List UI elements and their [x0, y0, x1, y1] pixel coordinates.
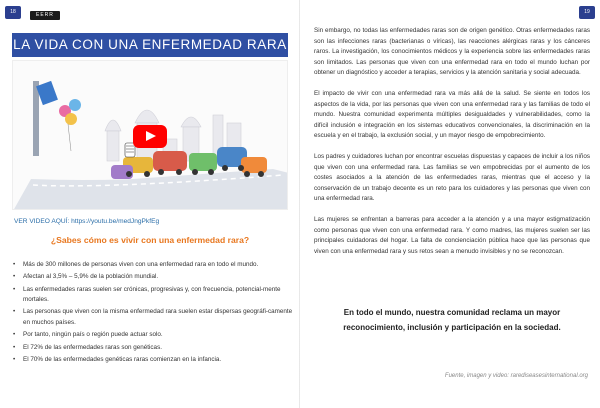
video-thumbnail[interactable] — [12, 60, 288, 210]
list-item: • El 70% de las enfermedades genéticas raras comienzan en la infancia. — [12, 355, 294, 366]
paragraph: El impacto de vivir con una enfermedad rara va más allá de la salud. Se siente en todos los aspectos de la vida, por las personas que viven con una enfermedad rara y las familias de todo el mundo. Nuestra comunidad experimenta múltiples desigualdades y vulnerabilidades, como la difícil inclusión e integración en los sistemas educativos convencionales, la discriminación en la escuela y en el trabajo, la exclusión social, y un mayor riesgo de empobrecimiento. — [314, 90, 590, 139]
list-item: • Las enfermedades raras suelen ser crónicas, progresivas y, con frecuencia, potencial-mente mortales. — [12, 285, 294, 306]
video-link[interactable]: VER VIDEO AQUÍ: https://youtu.be/medJngPkfEg — [14, 218, 160, 225]
body-text — [314, 26, 590, 268]
page-number-right: 19 — [579, 6, 595, 19]
list-item: • Las personas que viven con la misma enfermedad rara suelen estar dispersas geográfi-camente en muchos países. — [12, 307, 294, 328]
section-question: ¿Sabes cómo es vivir con una enfermedad rara? — [50, 235, 250, 245]
eerr-logo: EERR — [30, 11, 60, 20]
page-title-banner: LA VIDA CON UNA ENFERMEDAD RARA — [12, 33, 288, 57]
list-item: • Más de 300 millones de personas viven con una enfermedad rara en todo el mundo. — [12, 260, 294, 271]
paragraph: Las mujeres se enfrentan a barreras para acceder a la atención y a una mayor estigmatización como personas que viven con una enfermedad rara. Y como madres, las mujeres suelen ser las principales cuidadoras del hogar. La falta de concienciación pública hace que las personas que viven con una enfermedad rara y sus retos sean a menudo invisibles y no se reconozcan. — [314, 216, 590, 255]
page-number-left: 18 — [5, 6, 21, 19]
paragraph: Sin embargo, no todas las enfermedades raras son de origen genético. Otras enfermedades raras son las infecciones raras (bacterianas o víricas), las reacciones alérgicas raras y los cánceres raros. La investigación, los conocimientos médicos y la experiencia sobre las enfermedades raras son limitados. Las personas que viven con una enfermedad rara en todo el mundo luchan por obtener un diagnóstico y acceder a terapias, servicios y la atención sanitaria y social adecuada. — [314, 27, 590, 76]
list-item: • Por tanto, ningún país o región puede actuar solo. — [12, 330, 294, 341]
source-credit: Fuente, imagen y video: rarediseasesinternational.org — [444, 373, 588, 379]
paragraph: Los padres y cuidadores luchan por encontrar escuelas dispuestas y capaces de incluir a los niños que viven con una enfermedad rara. Las familias se ven empobrecidas por el aumento de los costes asociados a la atención de las enfermedades raras, mientras que el acceso y la conservación de un trabajo decente es un reto para los cuidadores y las personas que viven con una enfermedad rara. — [314, 153, 590, 202]
youtube-play-icon[interactable] — [133, 125, 167, 148]
list-item: • El 72% de las enfermedades raras son genéticas. — [12, 343, 294, 354]
right-page — [300, 0, 600, 408]
highlight-quote: En todo el mundo, nuestra comunidad reclama un mayor reconocimiento, inclusión y participación en la sociedad. — [343, 308, 561, 332]
facts-list — [12, 260, 294, 367]
list-item: • Afectan al 3,5% – 5,9% de la población mundial. — [12, 272, 294, 283]
